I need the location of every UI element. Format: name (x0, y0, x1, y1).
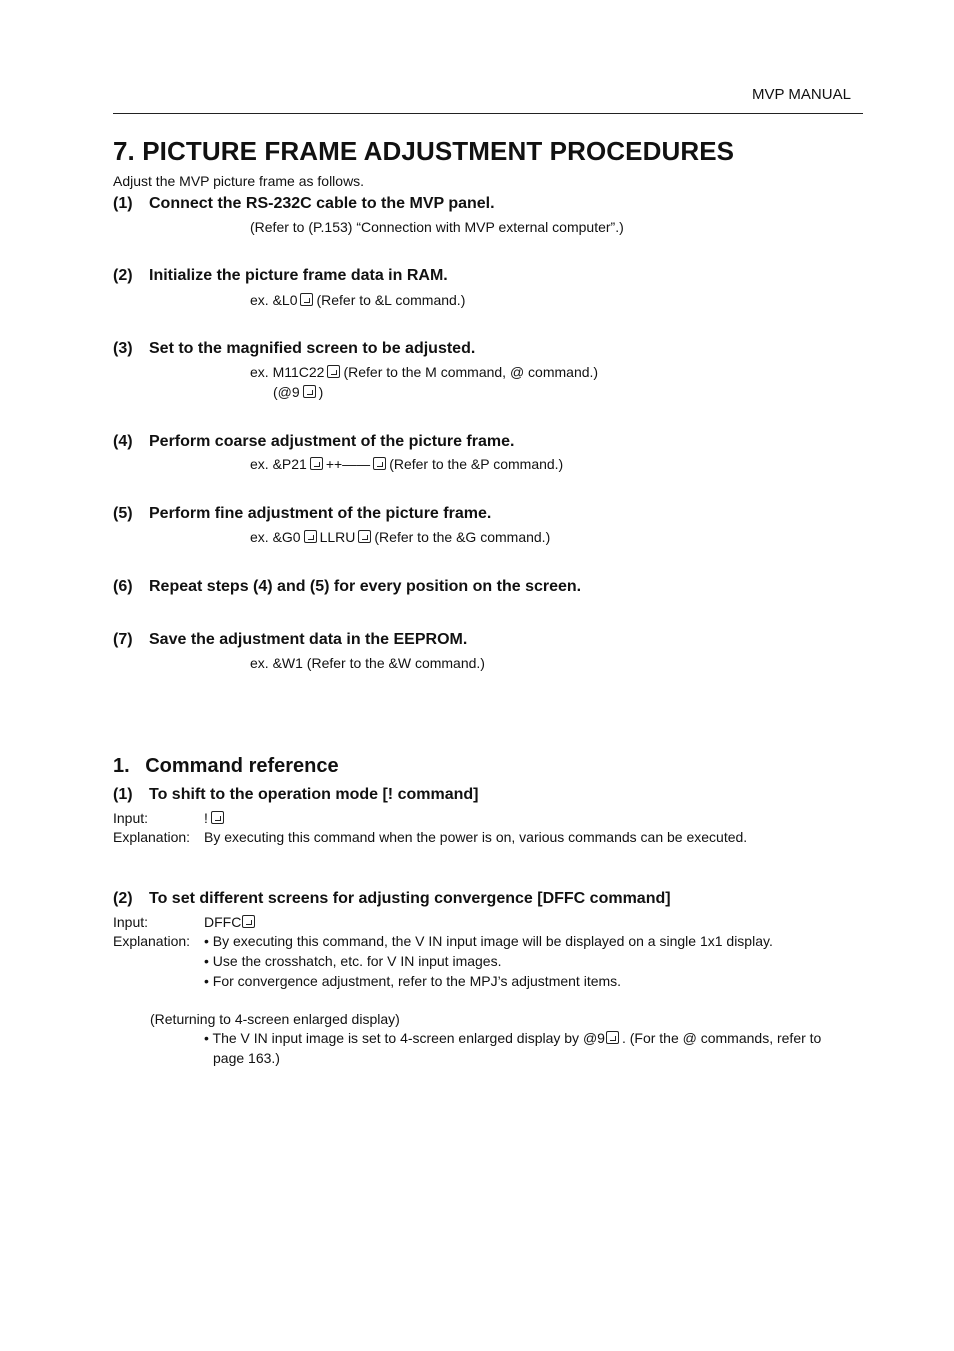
section-title: 7. PICTURE FRAME ADJUSTMENT PROCEDURES (113, 136, 735, 166)
step-1-heading (113, 195, 495, 213)
step-4-heading (113, 433, 514, 451)
running-header: MVP MANUAL (752, 86, 851, 103)
command-2-heading (113, 890, 671, 908)
example-reference: (Refer to the &G command.) (374, 529, 551, 545)
enter-key-icon (373, 457, 386, 470)
explanation-label: Explanation: (113, 829, 191, 845)
step-7-note: ex. &W1 (Refer to the &W command.) (250, 655, 485, 671)
example-keys: ++—— (325, 456, 371, 472)
command-1-heading (113, 786, 478, 804)
step-number: (7) (113, 631, 133, 648)
step-3-heading (113, 340, 475, 358)
enter-key-icon (327, 365, 340, 378)
example-reference: (Refer to &L command.) (316, 292, 466, 308)
example-command: ex. &L0 (250, 292, 298, 308)
command-title: To set different screens for adjusting convergence [DFFC command] (149, 890, 671, 907)
returning-text: • The V IN input image is set to 4-screen enlarged display by @9 (204, 1030, 605, 1046)
enter-key-icon (310, 457, 323, 470)
step-title: Set to the magnified screen to be adjusted. (149, 340, 476, 357)
returning-text-page: page 163.) (213, 1050, 280, 1066)
command-number: (2) (113, 890, 133, 907)
returning-title: (Returning to 4-screen enlarged display) (150, 1011, 400, 1027)
step-title: Perform fine adjustment of the picture frame. (149, 505, 492, 522)
step-3-example (250, 364, 598, 380)
enter-key-icon (242, 915, 255, 928)
example-reference: (Refer to the M command, @ command.) (343, 364, 599, 380)
step-number: (2) (113, 267, 133, 284)
command-number: (1) (113, 786, 133, 803)
step-3-example-alt (273, 384, 323, 400)
returning-text-cont: . (For the @ commands, refer to (621, 1030, 822, 1046)
step-number: (4) (113, 433, 133, 450)
step-number: (5) (113, 505, 133, 522)
explanation-bullet: • For convergence adjustment, refer to the MPJ’s adjustment items. (204, 973, 622, 989)
command-1-input (113, 810, 227, 826)
explanation-bullet: • By executing this command, the V IN input image will be displayed on a single 1x1 display. (204, 933, 773, 949)
example-command: ex. &G0 (250, 529, 301, 545)
enter-key-icon (606, 1031, 619, 1044)
enter-key-icon (358, 530, 371, 543)
step-title: Perform coarse adjustment of the picture frame. (149, 433, 515, 450)
step-title: Connect the RS-232C cable to the MVP panel. (149, 195, 495, 212)
command-1-explanation (113, 829, 747, 845)
step-5-example (250, 529, 550, 545)
step-number: (6) (113, 578, 133, 595)
returning-bullet (204, 1030, 821, 1046)
input-label: Input: (113, 810, 149, 826)
input-value: DFFC (204, 914, 242, 930)
step-title: Initialize the picture frame data in RAM. (149, 267, 448, 284)
example-close: ) (318, 384, 324, 400)
example-command: ex. M11C22 (250, 364, 325, 380)
example-command: ex. &P21 (250, 456, 307, 472)
input-value: ! (204, 810, 208, 826)
step-7-heading (113, 631, 467, 649)
explanation-label: Explanation: (113, 933, 191, 949)
enter-key-icon (300, 293, 313, 306)
command-title: To shift to the operation mode [! command] (149, 786, 479, 803)
step-2-example (250, 292, 465, 308)
example-keys: LLRU (319, 529, 356, 545)
command-reference-title: 1. Command reference (113, 755, 339, 777)
enter-key-icon (211, 811, 224, 824)
header-rule (113, 113, 863, 114)
step-5-heading (113, 505, 491, 523)
step-number: (1) (113, 195, 133, 212)
example-reference: (Refer to the &P command.) (389, 456, 564, 472)
step-6-heading (113, 578, 581, 596)
step-1-note: (Refer to (P.153) “Connection with MVP external computer”.) (250, 219, 624, 235)
example-command: (@9 (273, 384, 300, 400)
step-number: (3) (113, 340, 133, 357)
command-2-explanation (113, 933, 773, 949)
step-title: Repeat steps (4) and (5) for every position on the screen. (149, 578, 582, 595)
explanation-bullet: • Use the crosshatch, etc. for V IN input images. (204, 953, 502, 969)
step-title: Save the adjustment data in the EEPROM. (149, 631, 468, 648)
section-intro: Adjust the MVP picture frame as follows. (113, 173, 365, 189)
command-2-input (113, 914, 258, 930)
explanation-text: By executing this command when the power is on, various commands can be executed. (204, 829, 748, 845)
step-2-heading (113, 267, 448, 285)
step-4-example (250, 456, 563, 472)
enter-key-icon (304, 530, 317, 543)
enter-key-icon (303, 385, 316, 398)
input-label: Input: (113, 914, 149, 930)
